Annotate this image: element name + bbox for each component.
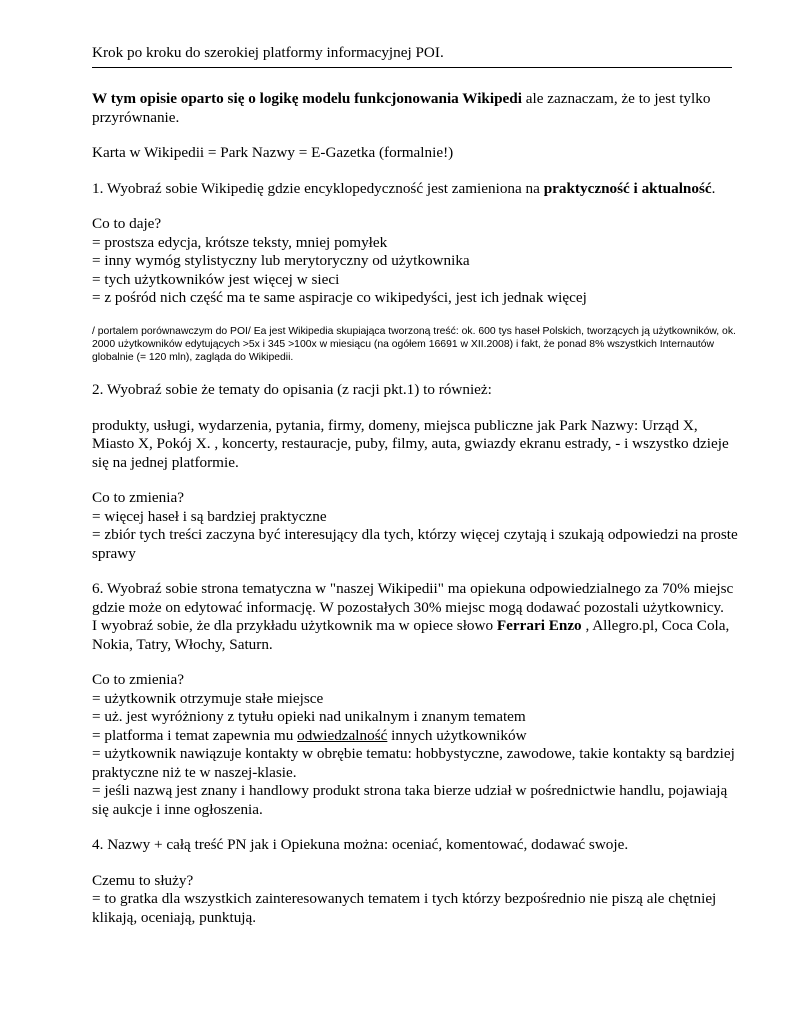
s6-ex-bold: Ferrari Enzo xyxy=(496,617,582,635)
list-item: = inny wymóg stylistyczny lub merytoryczny od użytkownika xyxy=(92,252,470,269)
section-1-title xyxy=(92,180,742,199)
s6-ex-suffix: , Allegro.pl, Coca Cola, Nokia, Tatry, Włochy, Saturn. xyxy=(92,617,730,653)
s6-item3-suffix: innych użytkowników xyxy=(387,726,527,744)
list-item: = tych użytkowników jest więcej w sieci xyxy=(92,270,340,288)
list-item: = jeśli nazwą jest znany i handlowy produkt strona taka bierze udział w pośrednictwie handlu, pojawiają się aukcje i inne ogłoszenia. xyxy=(92,782,728,818)
footnote: / portalem porównawczym do POI/ Ea jest Wikipedia skupiająca tworzoną treść: ok. 600 tys haseł Polskich, tworzących ją użytkowników, ok. 2000 użytkowników edytujących >5x i 345 >100x w miesiącu (na ogółem 16691 w XII.2008) i fakt, że ponad 8% wszystkich Internautów globalnie (= 120 mln), zagląda do Wikipedii. xyxy=(92,325,736,363)
list-item: = to gratka dla wszystkich zainteresowanych tematem i tych którzy bezpośrednio nie piszą ale chętniej klikają, oceniają, punktują. xyxy=(92,890,717,926)
list-item: = użytkownik nawiązuje kontakty w obrębie tematu: hobbystyczne, zawodowe, takie kontakty są bardziej praktyczne niż te w naszej-klasie. xyxy=(92,745,735,781)
section-4-title: 4. Nazwy + całą treść PN jak i Opiekuna można: oceniać, komentować, dodawać swoje. xyxy=(92,836,629,854)
intro-rest: ale zaznaczam, że to jest tylko przyrównanie. xyxy=(92,90,711,126)
section-2-title: 2. Wyobraź sobie że tematy do opisania (z racji pkt.1) to również: xyxy=(92,381,492,399)
s1-question: Co to daje? xyxy=(92,215,162,232)
s6-example xyxy=(92,617,742,654)
list-item: = więcej haseł i są bardziej praktyczne xyxy=(92,507,327,525)
s6-item3-underline: odwiedzalność xyxy=(297,726,388,744)
list-item xyxy=(92,727,742,746)
document-body xyxy=(92,90,742,927)
s1-suffix: . xyxy=(711,179,716,197)
list-item: = zbiór tych treści zaczyna być interesujący dla tych, którzy więcej czytają i szukają odpowiedzi na proste sprawy xyxy=(92,526,738,562)
s6-ex-prefix: I wyobraź sobie, że dla przykładu użytkownik ma w opiece słowo xyxy=(92,617,497,635)
s2-body: produkty, usługi, wydarzenia, pytania, firmy, domeny, miejsca publiczne jak Park Nazwy: Urząd X, Miasto X, Pokój X. , koncerty, restauracje, puby, filmy, auta, gwiazdy ekranu estrady, - i wszystko dzieje się na jednej platformie. xyxy=(92,416,729,471)
intro-bold: W tym opisie oparto się o logikę modelu funkcjonowania Wikipedi xyxy=(92,90,522,107)
s4-question: Czemu to służy? xyxy=(92,871,194,889)
list-item: = prostsza edycja, krótsze teksty, mniej pomyłek xyxy=(92,233,388,251)
page-header: Krok po kroku do szerokiej platformy informacyjnej POI. xyxy=(92,43,732,68)
s6-question: Co to zmienia? xyxy=(92,671,184,689)
list-item: = uż. jest wyróżniony z tytułu opieki nad unikalnym i znanym tematem xyxy=(92,708,526,726)
s1-bold: praktyczność i aktualność xyxy=(543,179,712,197)
equation-line: Karta w Wikipedii = Park Nazwy = E-Gazetka (formalnie!) xyxy=(92,144,454,161)
s2-question: Co to zmienia? xyxy=(92,489,184,507)
list-item: = użytkownik otrzymuje stałe miejsce xyxy=(92,689,324,707)
list-item: = z pośród nich część ma te same aspiracje co wikipedyści, jest ich jednak więcej xyxy=(92,289,587,306)
s6-item3-prefix: = platforma i temat zapewnia mu xyxy=(92,726,298,744)
section-6-body: 6. Wyobraź sobie strona tematyczna w "naszej Wikipedii" ma opiekuna odpowiedzialnego za 70% miejsc gdzie może on edytować informację. W pozostałych 30% miejsc mogą dodawać pozostali użytkownicy. xyxy=(92,580,734,616)
s1-prefix: 1. Wyobraź sobie Wikipedię gdzie encyklopedyczność jest zamieniona na xyxy=(92,179,544,197)
intro-paragraph xyxy=(92,90,742,127)
